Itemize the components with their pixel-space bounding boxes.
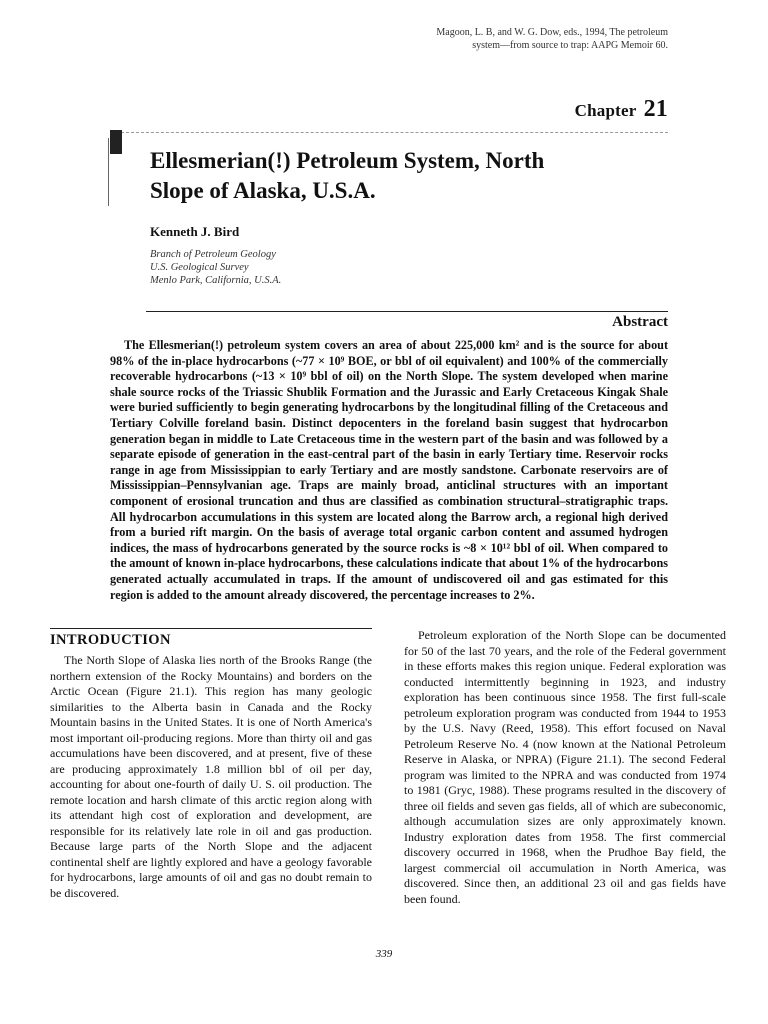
abstract-rule bbox=[146, 311, 668, 312]
article-title bbox=[150, 146, 670, 206]
page-number: 339 bbox=[375, 948, 393, 960]
title-top-rule bbox=[116, 132, 668, 133]
left-column bbox=[50, 628, 372, 901]
citation-line-2: system—from source to trap: AAPG Memoir 60. bbox=[472, 40, 668, 51]
author-block bbox=[150, 224, 450, 287]
affiliation-line-1: Branch of Petroleum Geology bbox=[150, 249, 276, 260]
affiliation-line-2: U.S. Geological Survey bbox=[150, 262, 249, 273]
abstract-heading: Abstract bbox=[612, 314, 668, 330]
right-column bbox=[404, 628, 726, 907]
introduction-paragraph-2: Petroleum exploration of the North Slope can be documented for 50 of the last 70 years, and the role of the Federal government in these efforts makes this region unique. Federal exploration was conducted intermittently beginning in 1923, and industry exploration has been continuous since 1958. The first full-scale petroleum exploration program was conducted from 1944 to 1953 by the U.S. Navy (Reed, 1958). This effort focused on Naval Petroleum Reserve No. 4 (now known at the National Petroleum Reserve in Alaska, or NPRA) (Figure 21.1). The second Federal program was limited to the NPRA and was conducted from 1974 to 1981 (Gryc, 1988). These programs resulted in the discovery of three oil fields and seven gas fields, all of which are subeconomic, although accumulation sizes are only approximately known. Industry exploration dates from 1958. The first commercial discovery occurred in 1968, when the Prudhoe Bay field, the largest commercial oil accumulation in North America, was discovered. Since then, an additional 23 oil and gas fields have been found. bbox=[404, 628, 726, 906]
abstract-text: The Ellesmerian(!) petroleum system covers an area of about 225,000 km² and is the source for about 98% of the in-place hydrocarbons (~77 × 10⁹ BOE, or bbl of oil equivalent) and 100% of the commercially recoverable hydrocarbons (~13 × 10⁹ bbl of oil) on the North Slope. The system developed when marine shale source rocks of the Triassic Shublik Formation and the Jurassic and Early Cretaceous Kingak Shale were buried sufficiently to begin generating hydrocarbons by the longitudinal filling of the Cretaceous and Tertiary Colville foreland basin. Distinct depocenters in the foreland basin suggest that hydrocarbon generation began in middle to Late Cretaceous time in the western part of the basin and was followed by a separate episode of generation in the east-central part of the basin in early Tertiary time. Reservoir rocks range in age from Mississippian to early Tertiary and are mostly sandstone. Carbonate reservoirs are of Mississippian–Pennsylvanian age. Traps are mainly broad, anticlinal structures with an important component of erosional truncation and thus are classified as combination structural–stratigraphic traps. All hydrocarbon accumulations in this system are located along the Barrow arch, a regional high derived from a buried rift margin. On the basis of average total organic carbon content and assumed hydrogen indices, the mass of hydrocarbons generated by the source rocks is ~8 × 10¹² bbl of oil. When compared to the amount of known in-place hydrocarbons, these calculations indicate that about 1% of the hydrocarbons generated actually accumulated in traps. If the amount of undiscovered oil and gas estimated for this region is added to the amount already discovered, the percentage increases to 2%. bbox=[110, 338, 668, 602]
title-left-rule bbox=[108, 138, 109, 206]
introduction-paragraph-1: The North Slope of Alaska lies north of the Brooks Range (the northern extension of the Rocky Mountains) and borders on the Arctic Ocean (Figure 21.1). This region has many geologic similarities to the Alberta basin in Canada and the Rocky Mountain basins in the United States. It is one of North America's most important oil-producing regions. More than thirty oil and gas accumulations have been discovered, and at present, five of these are producing approximately 1.8 million bbl of oil per day, accounting for about one-fourth of daily U. S. oil production. The remote location and harsh climate of this arctic region along with its attendant high cost of exploration and development, are responsible for its relatively late role in oil and gas production. Because large parts of the North Slope and the adjacent continental shelf are lightly explored and have a geology favorable for hydrocarbons, large amounts of oil and gas no doubt remain to be discovered. bbox=[50, 653, 372, 900]
title-line-2: Slope of Alaska, U.S.A. bbox=[150, 178, 376, 203]
affiliation-line-3: Menlo Park, California, U.S.A. bbox=[150, 275, 282, 286]
introduction-heading: INTRODUCTION bbox=[50, 632, 171, 648]
citation-header bbox=[348, 26, 668, 52]
author-name: Kenneth J. Bird bbox=[150, 224, 240, 239]
citation-line-1: Magoon, L. B, and W. G. Dow, eds., 1994, The petroleum bbox=[436, 27, 668, 38]
author-affiliation bbox=[150, 248, 450, 287]
chapter-number: 21 bbox=[643, 96, 668, 122]
title-block bbox=[106, 128, 668, 208]
title-line-1: Ellesmerian(!) Petroleum System, North bbox=[150, 148, 545, 173]
title-corner-mark bbox=[110, 130, 122, 154]
chapter-label bbox=[575, 96, 668, 123]
introduction-rule bbox=[50, 628, 372, 629]
chapter-word: Chapter bbox=[574, 101, 637, 120]
